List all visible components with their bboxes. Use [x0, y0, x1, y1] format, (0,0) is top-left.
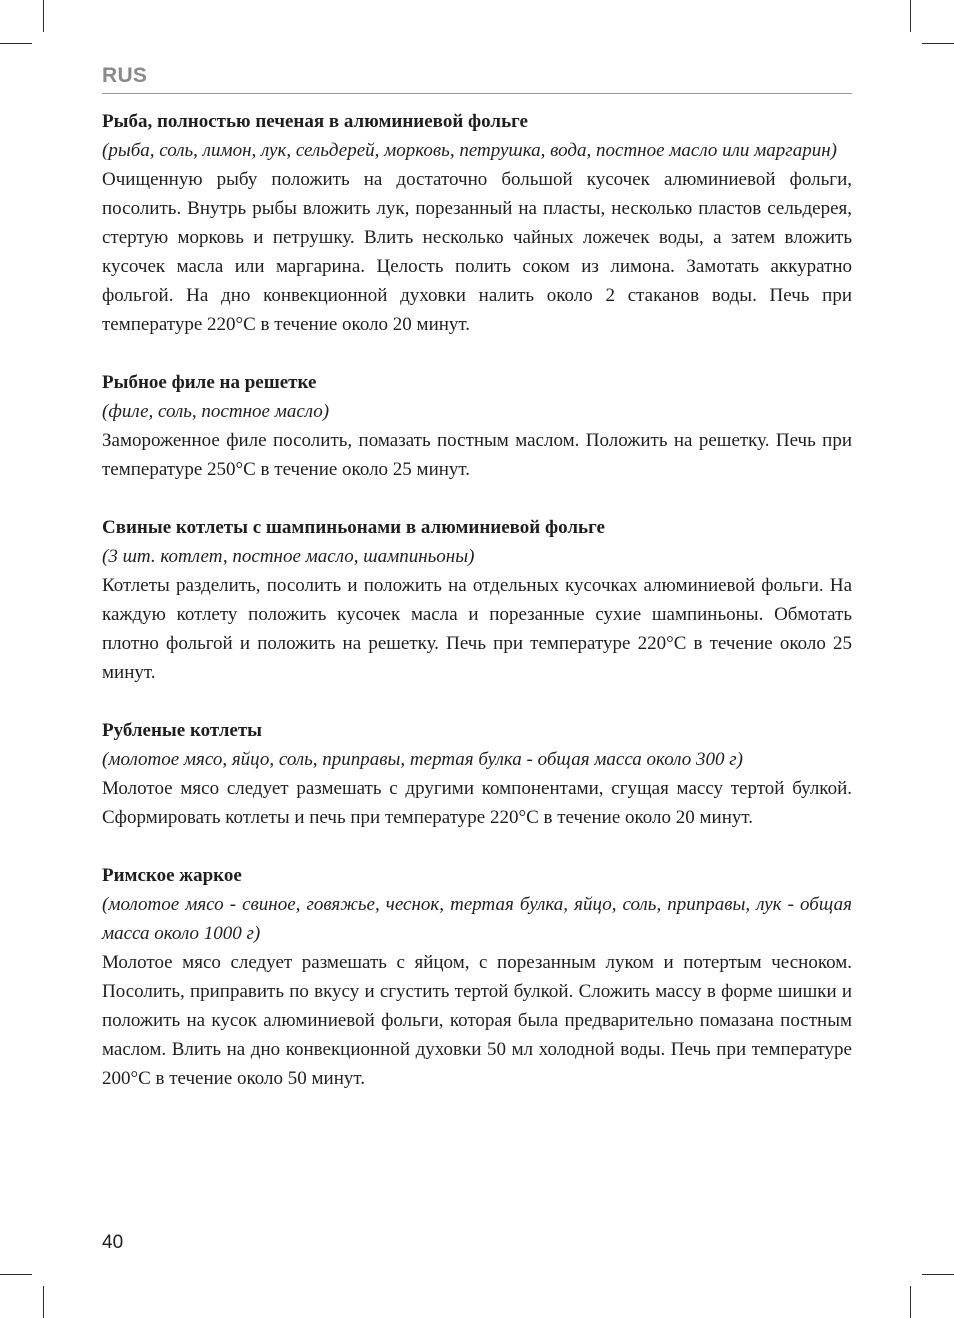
recipe-title: Рубленые котлеты	[102, 720, 263, 741]
header-divider	[102, 93, 852, 94]
recipe-fish-in-foil	[102, 107, 852, 339]
recipe-ingredients: (филе, соль, постное масло)	[102, 401, 330, 422]
crop-mark-bottom-right-vertical	[910, 1286, 911, 1318]
crop-mark-bottom-left-horizontal	[0, 1274, 32, 1275]
crop-mark-top-left-vertical	[43, 0, 44, 32]
recipe-roman-roast	[102, 861, 852, 1093]
recipe-minced-cutlets	[102, 716, 852, 832]
language-label: RUS	[102, 64, 148, 87]
crop-mark-top-right-vertical	[910, 0, 911, 32]
recipe-ingredients: (молотое мясо, яйцо, соль, приправы, тертая булка - общая масса около 300 г)	[102, 749, 744, 770]
crop-mark-bottom-right-horizontal	[922, 1274, 954, 1275]
recipe-instructions: Молотое мясо следует размешать с яйцом, с порезанным луком и потертым чесноком. Посолить, приправить по вкусу и сгустить тертой булкой. Сложить массу в форме шишки и положить на кусок алюминиевой фольги, которая была предварительно помазана постным маслом. Влить на дно конвекционной духовки 50 мл холодной воды. Печь при температуре 200°C в течение около 50 минут.	[102, 952, 852, 1089]
crop-mark-top-left-horizontal	[0, 43, 32, 44]
recipe-pork-chops-mushrooms	[102, 513, 852, 687]
recipe-ingredients: (3 шт. котлет, постное масло, шампиньоны)	[102, 546, 475, 567]
page-number: 40	[102, 1232, 124, 1253]
recipe-instructions: Очищенную рыбу положить на достаточно большой кусочек алюминиевой фольги, посолить. Внутрь рыбы вложить лук, порезанный на пласты, несколько пластов сельдерея, стертую морковь и петрушку. Влить несколько чайных ложечек воды, а затем вложить кусочек масла или маргарина. Целость полить соком из лимона. Замотать аккуратно фольгой. На дно конвекционной духовки налить около 2 стаканов воды. Печь при температуре 220°C в течение около 20 минут.	[102, 169, 852, 335]
recipe-title: Свиные котлеты с шампиньонами в алюминиевой фольге	[102, 517, 605, 538]
recipe-title: Рыбное филе на решетке	[102, 372, 317, 393]
recipe-title: Рыба, полностью печеная в алюминиевой фольге	[102, 111, 528, 132]
recipe-ingredients: (молотое мясо - свиное, говяжье, чеснок, тертая булка, яйцо, соль, приправы, лук - общая масса около 1000 г)	[102, 894, 852, 944]
recipe-title: Римское жаркое	[102, 865, 242, 886]
recipe-ingredients: (рыба, соль, лимон, лук, сельдерей, морковь, петрушка, вода, постное масло или маргарин)	[102, 140, 837, 161]
crop-mark-top-right-horizontal	[922, 43, 954, 44]
crop-mark-bottom-left-vertical	[43, 1286, 44, 1318]
recipe-instructions: Молотое мясо следует размешать с другими компонентами, сгущая массу тертой булкой. Сформировать котлеты и печь при температуре 220°C в течение около 20 минут.	[102, 778, 852, 828]
recipe-instructions: Котлеты разделить, посолить и положить на отдельных кусочках алюминиевой фольги. На каждую котлету положить кусочек масла и порезанные сухие шампиньоны. Обмотать плотно фольгой и положить на решетку. Печь при температуре 220°C в течение около 25 минут.	[102, 575, 852, 683]
recipe-fish-fillet-grill	[102, 368, 852, 484]
recipes-content	[102, 107, 852, 1122]
recipe-instructions: Замороженное филе посолить, помазать постным маслом. Положить на решетку. Печь при температуре 250°C в течение около 25 минут.	[102, 430, 852, 480]
